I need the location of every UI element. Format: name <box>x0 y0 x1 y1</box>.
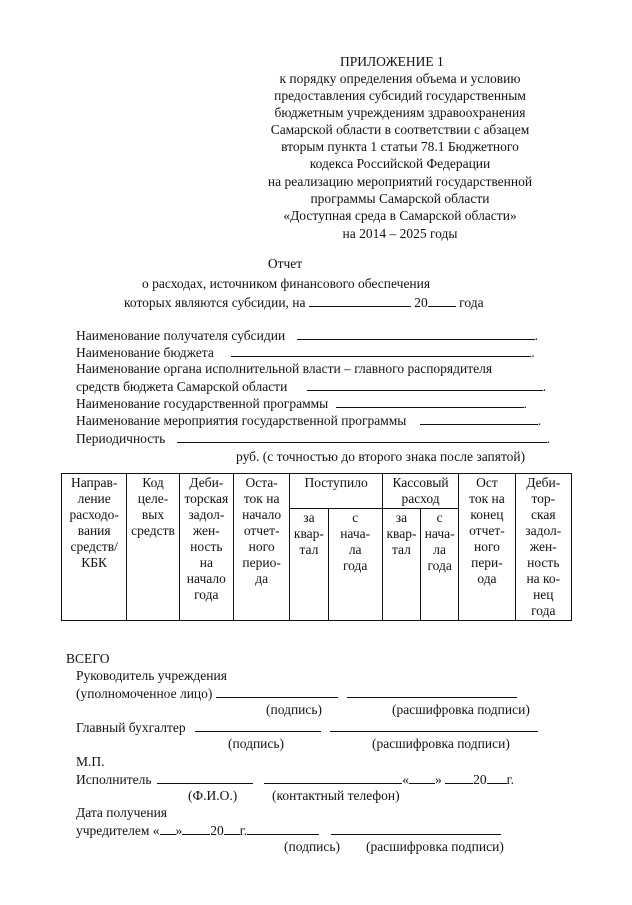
recipient-blank[interactable] <box>297 327 535 340</box>
received-year-blank[interactable] <box>224 822 240 835</box>
col-cash-quarter: за квар- тал <box>382 509 420 621</box>
sign-caption: (подпись) <box>228 736 285 751</box>
appendix-line: на 2014 – 2025 годы <box>342 226 458 241</box>
event-blank[interactable] <box>420 412 538 425</box>
appendix-line: кодекса Российской Федерации <box>309 156 491 171</box>
executor-line: Исполнитель « » 20 г. <box>76 772 515 787</box>
program-blank[interactable] <box>336 395 524 408</box>
appendix-line: предоставления субсидий государственным <box>274 88 526 103</box>
col-cash-expense: Кассовый расход <box>382 474 458 509</box>
col-received-quarter: за квар- тал <box>290 509 328 621</box>
report-title: Отчет <box>267 256 303 271</box>
appendix-line: на реализацию мероприятий государственной <box>267 174 533 189</box>
head-label-2: (уполномоченное лицо) <box>76 685 517 702</box>
field-authority-line1: Наименование органа исполнительной власти – главного распорядителя <box>76 361 493 376</box>
received-day-blank[interactable] <box>160 822 176 835</box>
head-label-1: Руководитель учреждения <box>76 668 227 683</box>
appendix-line: программы Самарской области <box>310 191 490 206</box>
field-authority-line2: средств бюджета Самарской области . <box>76 379 547 394</box>
fio-caption: (Ф.И.О.) <box>188 788 238 803</box>
sign-caption: (подпись) <box>284 839 341 854</box>
col-received-year: с нача- ла года <box>328 509 382 621</box>
col-debt-start: Деби- торская задол- жен- ность на начало года <box>179 474 233 621</box>
field-recipient: Наименование получателя субсидии . <box>76 328 538 343</box>
decipher-caption: (расшифровка подписи) <box>372 736 510 751</box>
received-sign-blank[interactable] <box>247 822 319 835</box>
appendix-line: бюджетным учреждениям здравоохранения <box>274 105 526 120</box>
accountant-decipher-blank[interactable] <box>330 719 538 732</box>
received-label-1: Дата получения <box>76 805 168 820</box>
field-event: Наименование мероприятия государственной программы . <box>76 413 542 428</box>
budget-blank[interactable] <box>231 344 531 357</box>
executor-name-blank[interactable] <box>157 771 253 784</box>
appendix-line: к порядку определения объема и условию <box>279 71 521 86</box>
accountant-line: Главный бухгалтер <box>76 719 538 736</box>
executor-phone-blank[interactable] <box>264 771 402 784</box>
phone-caption: (контактный телефон) <box>272 788 400 803</box>
appendix-title: ПРИЛОЖЕНИЕ 1 <box>340 54 444 69</box>
col-balance-start: Оста- ток на начало отчет- ного перио- да <box>233 474 289 621</box>
executor-year-blank[interactable] <box>487 771 507 784</box>
field-periodicity: Периодичность . <box>76 431 551 446</box>
executor-day-blank[interactable] <box>409 771 435 784</box>
authority-blank[interactable] <box>307 378 543 391</box>
decipher-caption: (расшифровка подписи) <box>392 702 530 717</box>
head-decipher-blank[interactable] <box>347 685 517 698</box>
col-debt-end: Деби- тор- ская задол- жен- ность на ко- нец года <box>515 474 571 621</box>
report-date-blank[interactable] <box>309 294 411 307</box>
seal-label: М.П. <box>76 754 105 769</box>
col-direction: Направ- ление расходо- вания средств/ КБК <box>62 474 127 621</box>
received-month-blank[interactable] <box>182 822 210 835</box>
appendix-line: Самарской области в соответствии с абзацем <box>270 122 530 137</box>
periodicity-blank[interactable] <box>177 430 547 443</box>
head-sign-blank[interactable] <box>216 685 338 698</box>
scan-artifact <box>480 0 540 4</box>
received-line: учредителем « » 20 г. <box>76 822 501 839</box>
report-date-line: которых являются субсидии, на 20 года <box>124 295 484 310</box>
appendix-line: вторым пункта 1 статьи 78.1 Бюджетного <box>281 139 519 154</box>
executor-month-blank[interactable] <box>445 771 473 784</box>
col-cash-year: с нача- ла года <box>421 509 459 621</box>
report-table <box>61 473 572 621</box>
decipher-caption: (расшифровка подписи) <box>366 839 504 854</box>
total-label: ВСЕГО <box>66 651 110 666</box>
report-subtitle: о расходах, источником финансового обеспечения <box>142 276 431 291</box>
appendix-line: «Доступная среда в Самарской области» <box>283 208 517 223</box>
col-balance-end: Ост ток на конец отчет- ного пери- ода <box>459 474 515 621</box>
units-note: руб. (с точностью до второго знака после запятой) <box>236 449 526 464</box>
report-year-blank[interactable] <box>428 294 456 307</box>
received-decipher-blank[interactable] <box>331 822 501 835</box>
col-code: Код целе- вых средств <box>127 474 179 621</box>
col-received: Поступило <box>290 474 383 509</box>
accountant-sign-blank[interactable] <box>195 719 321 732</box>
sign-caption: (подпись) <box>266 702 323 717</box>
field-budget: Наименование бюджета . <box>76 345 535 360</box>
field-program: Наименование государственной программы . <box>76 396 527 411</box>
